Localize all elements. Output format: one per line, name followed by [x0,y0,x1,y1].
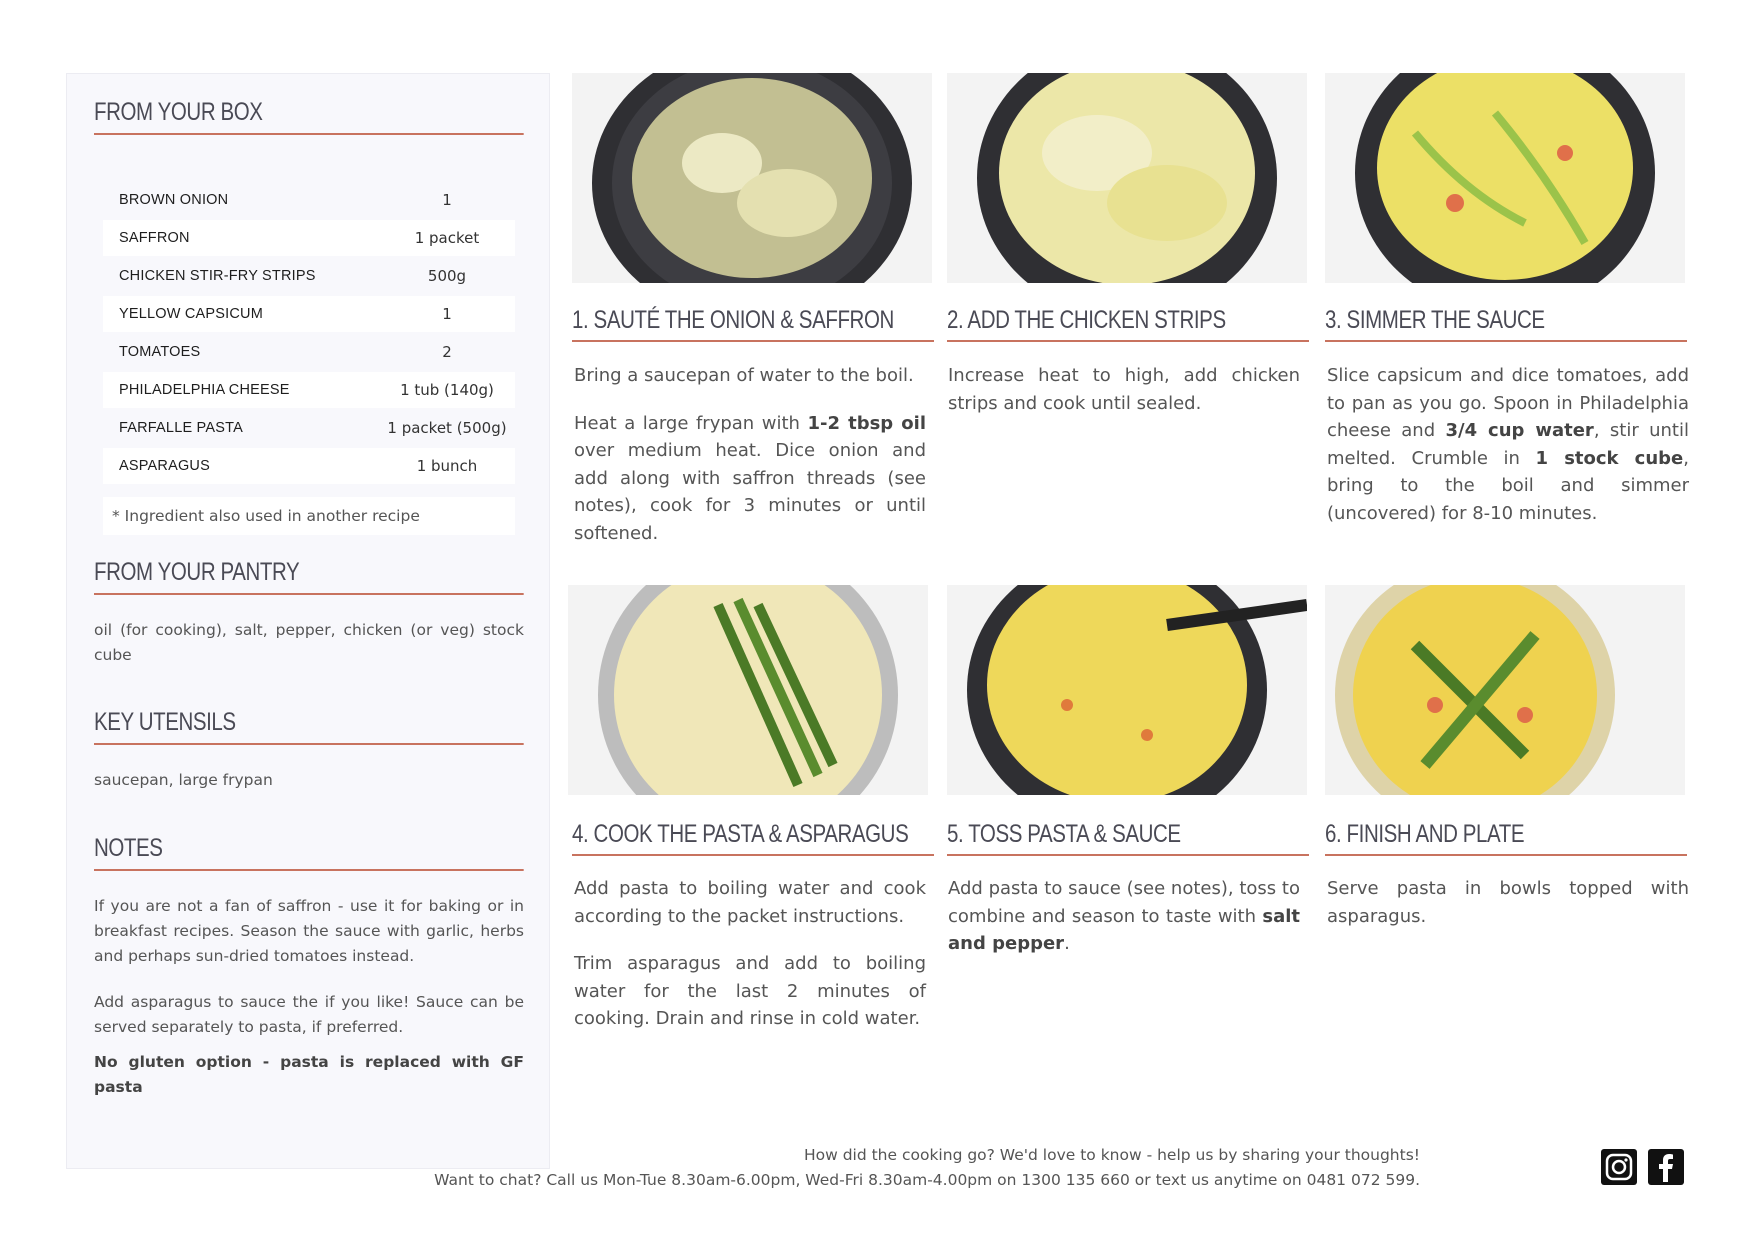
table-row [103,372,515,408]
notes-text-1: If you are not a fan of saffron - use it for baking or in breakfast recipes. Season the sauce with garlic, herbs and perhaps sun-dried tomatoes instead. [94,897,524,965]
notes-text-2: Add asparagus to sauce the if you like! Sauce can be served separately to pasta, if preferred. [94,993,524,1036]
ingredient-qty: 1 packet (500g) [387,419,507,437]
instagram-icon[interactable] [1601,1149,1637,1185]
step-1-text [574,362,926,567]
ingredient-name: ASPARAGUS [119,458,210,474]
step-5-text [948,875,1300,978]
ingredient-qty: 2 [442,343,452,361]
pantry-title: FROM YOUR PANTRY [94,558,524,595]
ingredients-panel [66,73,550,1169]
footer-feedback: How did the cooking go? We'd love to know - help us by sharing your thoughts! [803,1146,1420,1164]
footer-contact: Want to chat? Call us Mon-Tue 8.30am-6.00pm, Wed-Fri 8.30am-4.00pm on 1300 135 660 or text us anytime on 0481 072 599. [434,1171,1420,1189]
step-4-para-2: Trim asparagus and add to boiling water for the last 2 minutes of cooking. Drain and rinse in cold water. [574,953,926,1029]
step-2-title: 2. ADD THE CHICKEN STRIPS [947,306,1309,342]
step-6-para-1: Serve pasta in bowls topped with asparagus. [1327,878,1689,927]
step-1-photo [572,73,932,283]
table-row [103,296,515,332]
step-3-para-1: Slice capsicum and dice tomatoes, add to pan as you go. Spoon in Philadelphia cheese and 3/4 cup water, stir until melted. Crumble in 1 stock cube, bring to the boil and simmer (uncovered) for 8-10 minutes. [1327,365,1689,524]
step-2-para-1: Increase heat to high, add chicken strips and cook until sealed. [948,365,1300,414]
ingredient-qty: 500g [427,267,467,285]
table-row [103,182,515,218]
step-3-text [1327,362,1689,547]
ingredient-qty: 1 bunch [416,457,478,475]
step-1-para-1: Bring a saucepan of water to the boil. [574,365,914,386]
step-3-photo [1325,73,1685,283]
ingredient-name: BROWN ONION [119,192,229,208]
ingredient-footnote: * Ingredient also used in another recipe [103,497,515,535]
table-row [103,410,515,446]
utensils-title: KEY UTENSILS [94,708,524,745]
table-row [103,258,515,294]
ingredient-name: YELLOW CAPSICUM [119,306,263,322]
notes-title: NOTES [94,834,524,871]
step-5-title: 5. TOSS PASTA & SAUCE [947,820,1309,856]
ingredient-name: CHICKEN STIR-FRY STRIPS [119,268,316,284]
ingredient-name: PHILADELPHIA CHEESE [119,382,290,398]
step-6-photo [1325,585,1685,795]
pantry-text: oil (for cooking), salt, pepper, chicken (or veg) stock cube [94,621,524,664]
ingredient-qty: 1 tub (140g) [400,381,494,399]
step-4-title: 4. COOK THE PASTA & ASPARAGUS [572,820,934,856]
step-2-text [948,362,1300,437]
step-4-para-1: Add pasta to boiling water and cook according to the packet instructions. [574,878,926,927]
table-row [103,220,515,256]
utensils-text: saucepan, large frypan [94,771,273,789]
step-6-title: 6. FINISH AND PLATE [1325,820,1687,856]
step-1-para-2: Heat a large frypan with 1-2 tbsp oil over medium heat. Dice onion and add along with saffron threads (see notes), cook for 3 minutes or until softened. [574,412,926,544]
step-2-photo [947,73,1307,283]
table-row [103,334,515,370]
step-5-photo [947,585,1307,795]
step-4-photo [568,585,928,795]
ingredient-qty: 1 [442,305,452,323]
table-row [103,448,515,484]
step-3-title: 3. SIMMER THE SAUCE [1325,306,1687,342]
ingredient-name: SAFFRON [119,230,190,246]
from-box-title: FROM YOUR BOX [94,98,524,135]
notes-text-3: No gluten option - pasta is replaced with GF pasta [94,1053,524,1096]
ingredient-name: FARFALLE PASTA [119,420,243,436]
ingredients-table [103,182,515,486]
step-5-para-1: Add pasta to sauce (see notes), toss to combine and season to taste with salt and pepper. [948,878,1300,954]
ingredient-qty: 1 [442,191,452,209]
step-4-text [574,875,926,1053]
ingredient-qty: 1 packet [414,229,480,247]
ingredient-name: TOMATOES [119,344,201,360]
facebook-icon[interactable] [1648,1149,1684,1185]
step-6-text [1327,875,1689,950]
step-1-title: 1. SAUTÉ THE ONION & SAFFRON [572,306,934,342]
